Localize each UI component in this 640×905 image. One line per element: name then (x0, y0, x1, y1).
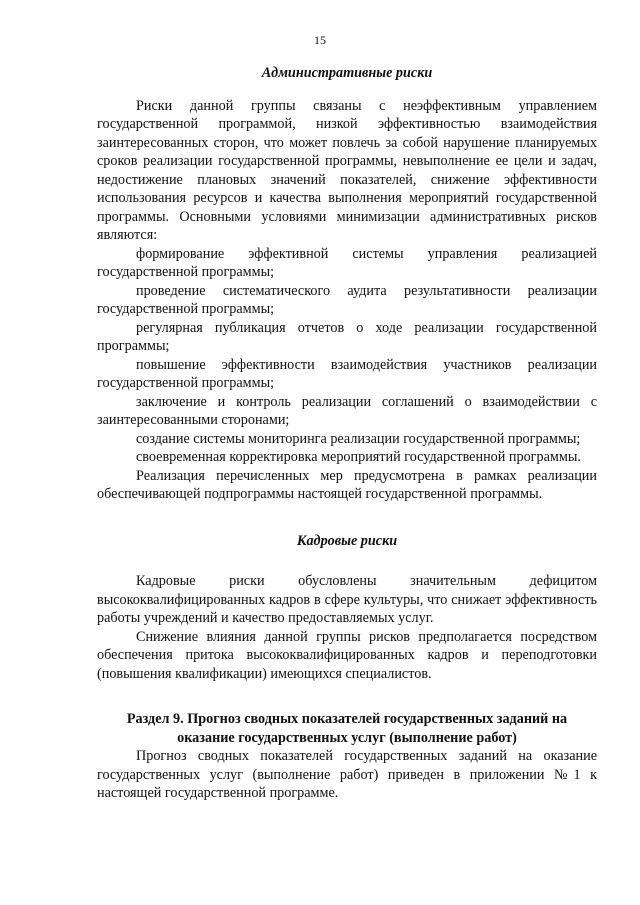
admin-risks-item: проведение систематического аудита результативности реализации государственной программы; (97, 282, 597, 317)
staff-risks-heading: Кадровые риски (296, 532, 398, 549)
staff-risks-paragraph: Кадровые риски обусловлены значительным дефицитом высококвалифицированных кадров в сфере культуры, что снижает эффективность работы учреждений и качество предоставляемых услуг. (97, 573, 597, 626)
admin-risks-intro: Риски данной группы связаны с неэффективным управлением государственной программой, низкой эффективностью взаимодействия заинтересованных сторон, что может повлечь за собой нарушение планируемых сроков реализации государственной программы, невыполнение ее цели и задач, недостижение плановых значений показателей, снижение эффективности использования ресурсов и качества выполнения мероприятий государственной программы. Основными условиями минимизации административных рисков являются: (97, 97, 597, 243)
admin-risks-heading: Административные риски (261, 65, 433, 81)
page-number: 15 (314, 33, 326, 47)
admin-risks-item: заключение и контроль реализации соглашений о взаимодействии с заинтересованными сторонами; (97, 393, 597, 428)
staff-risks-paragraph: Снижение влияния данной группы рисков предполагается посредством обеспечения притока высококвалифицированных кадров и переподготовки (повышения квалификации) имеющихся специалистов. (97, 628, 597, 682)
admin-risks-item: формирование эффективной системы управления реализацией государственной программы; (97, 245, 597, 280)
section-9-title-line: Раздел 9. Прогноз сводных показателей государственных заданий на (126, 711, 568, 727)
section-9-title (97, 710, 597, 747)
admin-risks-conclusion: Реализация перечисленных мер предусмотрена в рамках реализации обеспечивающей подпрограммы настоящей государственной программы. (97, 467, 597, 502)
section-9-title-line: оказание государственных услуг (выполнение работ) (177, 729, 517, 746)
section-9-body: Прогноз сводных показателей государственных заданий на оказание государственных услуг (выполнение работ) приведен в приложении №1 к настоящей государственной программе. (97, 748, 597, 801)
admin-risks-item: создание системы мониторинга реализации государственной программы; (136, 430, 581, 447)
admin-risks-item: регулярная публикация отчетов о ходе реализации государственной программы; (97, 319, 597, 354)
admin-risks-item: своевременная корректировка мероприятий государственной программы. (136, 449, 581, 465)
admin-risks-item: повышение эффективности взаимодействия участников реализации государственной программы; (97, 356, 597, 391)
page-content (97, 64, 597, 803)
